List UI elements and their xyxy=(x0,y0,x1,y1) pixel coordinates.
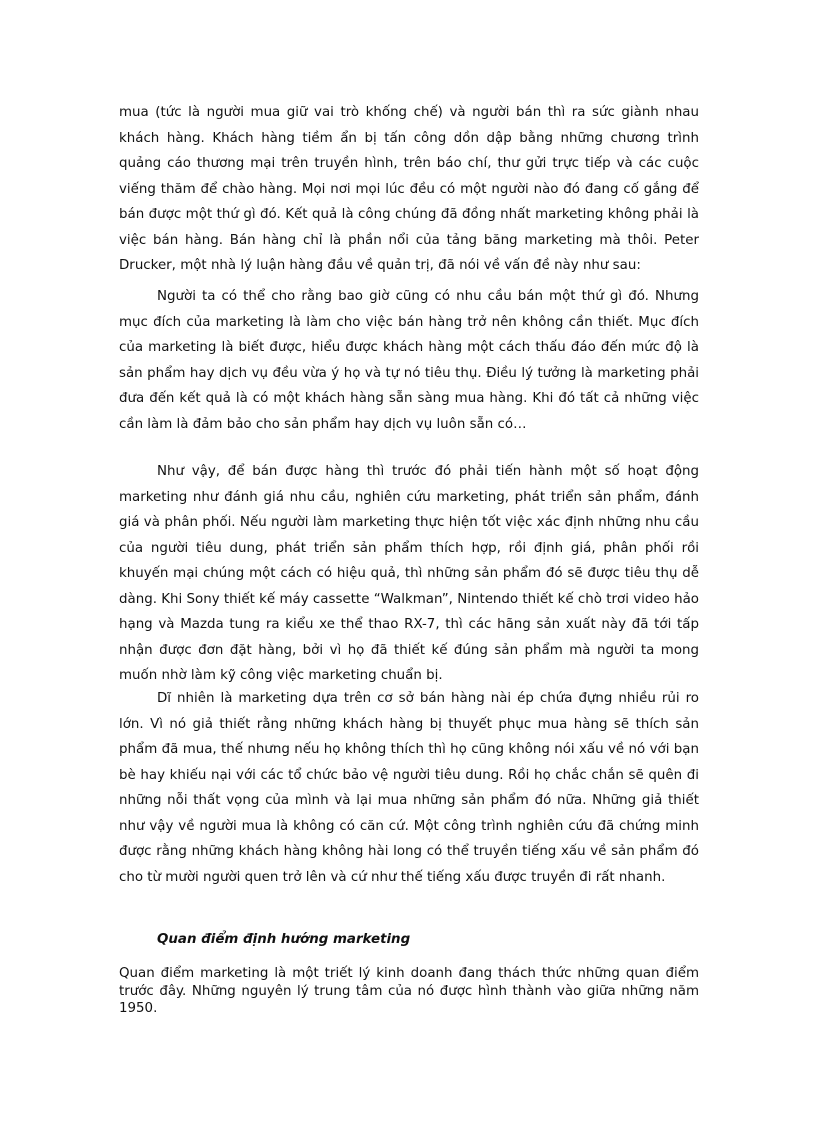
paragraph-quote-drucker: Người ta có thể cho rằng bao giờ cũng có nhu cầu bán một thứ gì đó. Nhưng mục đích của marketing là làm cho việc bán hàng trở nên không cần thiết. Mục đích của marketing là biết được, hiểu được khách hàng một cách thấu đáo đến mức độ là sản phẩm hay dịch vụ đều vừa ý họ và tự nó tiêu thụ. Điều lý tưởng là marketing phải đưa đến kết quả là có một khách hàng sẵn sàng mua hàng. Khi đó tất cả những việc cần làm là đảm bảo cho sản phẩm hay dịch vụ luôn sẵn có… xyxy=(119,289,699,432)
paragraph-final: Quan điểm marketing là một triết lý kinh doanh đang thách thức những quan điểm trước đây. Những nguyên lý trung tâm của nó được hình thành vào giữa những năm 1950. xyxy=(119,966,699,1016)
section-heading: Quan điểm định hướng marketing xyxy=(157,932,411,947)
paragraph-3: Như vậy, để bán được hàng thì trước đó phải tiến hành một số hoạt động marketing như đánh giá nhu cầu, nghiên cứu marketing, phát triển sản phẩm, đánh giá và phân phối. Nếu người làm marketing thực hiện tốt việc xác định những nhu cầu của người tiêu dung, phát triển sản phẩm thích hợp, rồi định giá, phân phối rồi khuyến mại chúng một cách có hiệu quả, thì những sản phẩm đó sẽ được tiêu thụ dễ dàng. Khi Sony thiết kế máy cassette “Walkman”, Nintendo thiết kế chò trơi video hảo hạng và Mazda tung ra kiểu xe thể thao RX-7, thì các hãng sản xuất này đã tới tấp nhận được đơn đặt hàng, bởi vì họ đã thiết kế đúng sản phẩm mà người ta mong muốn nhờ làm kỹ công việc marketing chuẩn bị. xyxy=(119,464,699,683)
paragraph-1: mua (tức là người mua giữ vai trò khống chế) và người bán thì ra sức giành nhau khách hàng. Khách hàng tiềm ẩn bị tấn công dồn dập bằng những chương trình quảng cáo thương mại trên truyền hình, trên báo chí, thư gửi trực tiếp và các cuộc viếng thăm để chào hàng. Mọi nơi mọi lúc đều có một người nào đó đang cố gắng để bán được một thứ gì đó. Kết quả là công chúng đã đồng nhất marketing không phải là việc bán hàng. Bán hàng chỉ là phần nổi của tảng băng marketing mà thôi. Peter Drucker, một nhà lý luận hàng đầu về quản trị, đã nói về vấn đề này như sau: xyxy=(119,105,699,273)
paragraph-4: Dĩ nhiên là marketing dựa trên cơ sở bán hàng nài ép chứa đựng nhiều rủi ro lớn. Vì nó giả thiết rằng những khách hàng bị thuyết phục mua hàng sẽ thích sản phẩm đã mua, thế nhưng nếu họ không thích thì họ cũng không nói xấu về nó với bạn bè hay khiếu nại với các tổ chức bảo vệ người tiêu dung. Rồi họ chắc chắn sẽ quên đi những nỗi thất vọng của mình và lại mua những sản phẩm đó nữa. Những giả thiết như vậy về người mua là không có căn cứ. Một công trình nghiên cứu đã chứng minh được rằng những khách hàng không hài long có thể truyền tiếng xấu về sản phẩm đó cho từ mười người quen trở lên và cứ như thế tiếng xấu được truyền đi rất nhanh. xyxy=(119,691,699,885)
